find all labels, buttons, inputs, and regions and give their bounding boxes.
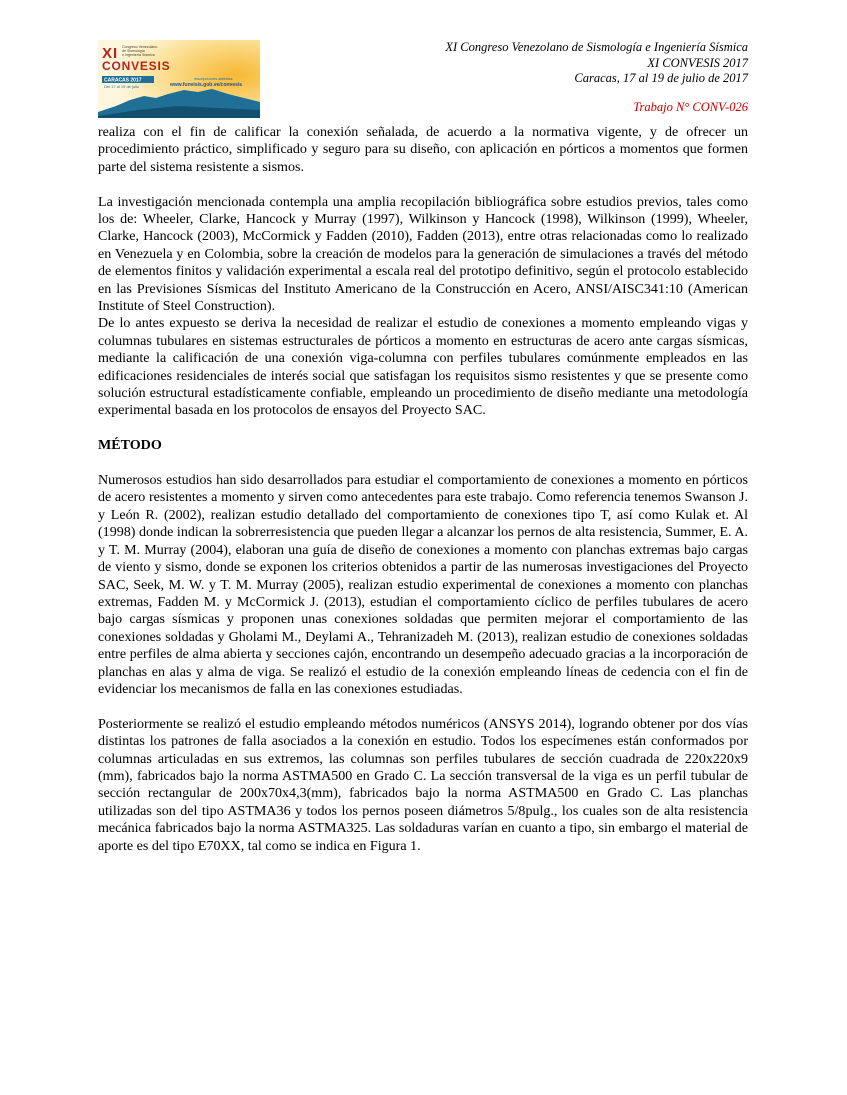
logo-city: CARACAS 2017 bbox=[104, 77, 142, 84]
logo-inscripciones: inscripciones abiertas bbox=[194, 76, 233, 81]
paragraph-1: realiza con el fin de calificar la conexión señalada, de acuerdo a la normativa vigente, y de ofrecer un procedimiento práctico, simplificado y seguro para su diseño, con aplicación en pórticos a momentos que formen parte del sistema resistente a sismos. bbox=[98, 124, 748, 175]
logo-small-3: e Ingeniería Sísmica bbox=[122, 53, 155, 57]
header-congress: XI Congreso Venezolano de Sismología e Ingeniería Sísmica bbox=[445, 40, 748, 54]
convesis-logo bbox=[98, 40, 260, 118]
logo-name: CONVESIS bbox=[102, 59, 171, 73]
logo-small-2: de Sismología bbox=[122, 49, 145, 53]
paragraph-5: Posteriormente se realizó el estudio empleando métodos numéricos (ANSYS 2014), logrando obtener por dos vías distintas los patrones de falla asociados a la conexión en estudio. Todos los especímenes están conformados por columnas articuladas en sus extremos, las columnas son perfiles tubulares de sección cuadrada de 220x220x9 (mm), fabricados bajo la norma ASTMA500 en Grado C. La sección transversal de la viga es un perfil tubular de sección rectangular de 200x70x4,3(mm), fabricados bajo la norma ASTMA500 en Grado C. Las planchas utilizadas son del tipo ASTMA36 y todos los pernos poseen diámetros 5/8pulg., los cuales son de alta resistencia mecánica fabricados bajo la norma ASTMA325. Las soldaduras varían en cuanto a tipo, sin embargo el material de aporte es del tipo E70XX, tal como se indica en Figura 1. bbox=[98, 715, 748, 854]
paragraph-4: Numerosos estudios han sido desarrollados para estudiar el comportamiento de conexiones a momento en pórticos de acero resistentes a momento y sirven como antecedentes para este trabajo. Como referencia tenemos Swanson J. y León R. (2002), realizan estudio detallado del comportamiento de conexiones tipo T, así como Kulak et. Al (1998) donde indican la sobrerresistencia que pueden llegar a alcanzar los pernos de alta resistencia, Summer, E. A. y T. M. Murray (2004), elaboran una guía de diseño de conexiones a momento con planchas extremas bajo cargas de viento y sismo, donde se exponen los criterios obtenidos a partir de las numerosas investigaciones del Proyecto SAC, Seek, M. W. y T. M. Murray (2005), realizan estudio experimental de conexiones a momento con planchas extremas, Fadden M. y McCormick J. (2013), estudian el comportamiento cíclico de perfiles tubulares de acero bajo cargas sísmicas y proponen unas conexiones soldadas que permiten mejorar el comportamiento de las conexiones soldadas y Gholami M., Deylami A., Tehranizadeh M. (2013), realizan estudio de conexiones soldadas entre perfiles de alma abierta y secciones cajón, encontrando un desempeño adecuado gracias a la incorporación de planchas en alas y alma de viga. Se realizó el estudio de la conexión empleando líneas de cedencia con el fin de evidenciar los mecanismos de falla en las conexiones estudiadas. bbox=[98, 472, 748, 697]
header-paper-number: Trabajo N° CONV-026 bbox=[633, 99, 748, 114]
paper-body bbox=[98, 124, 748, 855]
header-edition: XI CONVESIS 2017 bbox=[647, 55, 748, 70]
logo-small-1: Congreso Venezolano bbox=[122, 45, 158, 49]
section-heading-metodo: MÉTODO bbox=[98, 437, 162, 454]
logo-url: www.funvisis.gob.ve/convesis bbox=[170, 82, 243, 88]
logo-roman: XI bbox=[102, 45, 119, 62]
logo-dates: Del 17 al 19 de julio bbox=[104, 84, 140, 89]
page-header bbox=[445, 40, 748, 115]
header-date-place: Caracas, 17 al 19 de julio de 2017 bbox=[574, 71, 748, 85]
paragraph-3: De lo antes expuesto se deriva la necesidad de realizar el estudio de conexiones a momento empleando vigas y columnas tubulares en sistemas estructurales de pórticos a momento en estructuras de acero ante cargas sísmicas, mediante la calificación de una conexión viga-columna con perfiles tubulares comúnmente empleados en las edificaciones residenciales de interés social que satisfagan los requisitos sismo resistentes y que se presente como solución estructural estadísticamente confiable, empleando un procedimiento de diseño mediante una metodología experimental basada en los protocolos de ensayos del Proyecto SAC. bbox=[98, 315, 748, 419]
paragraph-2: La investigación mencionada contempla una amplia recopilación bibliográfica sobre estudios previos, tales como los de: Wheeler, Clarke, Hancock y Murray (1997), Wilkinson y Hancock (1998), Wilkinson (1999), Wheeler, Clarke, Hancock (2003), McCormick y Fadden (2010), Fadden (2013), entre otras relacionadas como lo realizado en Venezuela y en Colombia, sobre la creación de modelos para la generación de simulaciones a través del método de elementos finitos y validación experimental a escala real del prototipo definitivo, según el protocolo establecido en las Previsiones Sísmicas del Instituto Americano de la Construcción en Acero, ANSI/AISC341:10 (American Institute of Steel Construction). bbox=[98, 193, 748, 315]
